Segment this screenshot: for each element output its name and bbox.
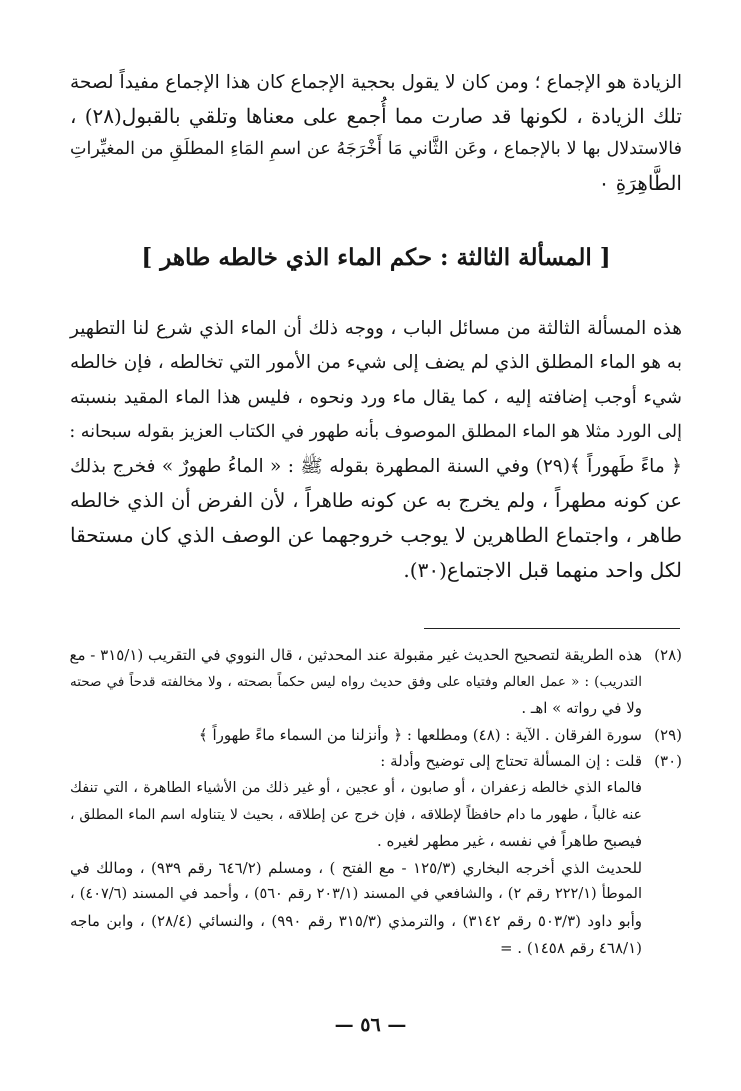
text-line: إلى الورد مثلا هو الماء المطلق الموصوف بأنه طهور في الكتاب العزيز بقوله سبحانه : [69,422,682,443]
footnote-separator [424,628,680,629]
section-heading: [ المسألة الثالثة : حكم الماء الذي خالطه طاهر ] [141,244,611,271]
footnote-line: ولا في رواته » اهـ . [521,699,642,718]
footnote-line: هذه الطريقة لتصحيح الحديث غير مقبولة عند المحدثين ، قال النووي في التقريب (٣١٥/١ - مع [69,646,642,664]
footnote-line: عنه غالباً ، طهور ما دام حافظاً لإطلاقه ، فإن خرج عن إطلاقه ، بحيث لا يتناوله اسم الماء المطلق ، [70,806,642,823]
text-line: الطَّاهِرَةِ ٠ [598,170,682,195]
footnote-line: فالماء الذي خالطه زعفران ، أو صابون ، أو عجين ، أو غير ذلك من الأشياء الطاهرة ، التي تنفك [70,779,642,796]
footnote-line: التدريب) : « عمل العالم وفتياه على وفق حديث رواه ليس حكماً بصحته ، ولا مخالفته قدحاً في صحته [70,673,642,690]
footnote-number: (٢٩) [654,725,682,744]
text-line: هذه المسألة الثالثة من مسائل الباب ، ووجه ذلك أن الماء الذي شرع لنا التطهير [70,318,682,339]
footnote-line: (٤٦٨/١ رقم ١٤٥٨) . = [499,938,642,957]
text-line: به هو الماء المطلق الذي لم يضف إلى شيء من الأمور التي تخالطه ، فإن خالطه [70,352,682,374]
text-line: الزيادة هو الإجماع ؛ ومن كان لا يقول بحجية الإجماع كان هذا الإجماع مفيداً لصحة [70,72,682,93]
intro-paragraph [70,66,682,200]
footnote-line: قلت : إن المسألة تحتاج إلى توضيح وأدلة : [380,752,642,771]
footnote-line: فيصبح طاهراً في نفسه ، غير مطهر لغيره . [376,832,642,851]
body-paragraph [70,312,682,587]
text-line: طاهر ، واجتماع الطاهرين لا يوجب خروجهما عن الوصف الذي كان مستحقا [70,523,682,548]
text-line: تلك الزيادة ، لكونها قد صارت مما أُجمع على معناها وتلقي بالقبول(٢٨) ، [70,103,682,128]
footnote-number: (٢٨) [654,646,682,664]
footnote-line: للحديث الذي أخرجه البخاري (١٢٥/٣ - مع الفتح ) ، ومسلم (٦٤٦/٢ رقم ٩٣٩) ، ومالك في [70,858,643,877]
text-line: لكل واحد منهما قبل الاجتماع(٣٠). [403,557,682,582]
footnote-29 [70,722,682,749]
footnote-30 [70,748,682,961]
footnote-number: (٣٠) [654,752,682,771]
footnote-28 [70,642,682,722]
footnote-line: وأبو داود (٥٠٣/٣ رقم ٣١٤٢) ، والترمذي (٣١٥/٣ رقم ٩٩٠) ، والنسائي (٢٨/٤) ، وابن ماجه [70,911,642,930]
footnote-line: سورة الفرقان . الآية : (٤٨) ومطلعها : ﴿ وأنزلنا من السماء ماءً طهوراً ﴾ [198,725,642,744]
footnotes [70,642,682,961]
text-line: عن كونه مطهراً ، ولم يخرج به عن كونه طاهراً ، لأن الفرض أن الذي خالطه [70,489,682,513]
page-number: — ٥٦ — [334,1014,407,1036]
text-line: فالاستدلال بها لا بالإجماع ، وعَن الثَّاني مَا أَخْرَجَهُ عن اسمِ المَاءِ المطلَقِ من المغيِّراتِ [70,139,682,159]
text-line: ﴿ ماءً طَهوراً ﴾(٢٩) وفي السنة المطهرة بقوله ﷺ : « الماءُ طهورٌ » فخرج بذلك [70,455,682,477]
footnote-line: الموطأ (٢٢٢/١ رقم ٢) ، والشافعي في المسند (٢٠٣/١ رقم ٥٦٠) ، وأحمد في المسند (٤٠٧/٦) ، [70,886,643,903]
text-line: شيء أوجب إضافته إليه ، كما يقال ماء ورد ونحوه ، فليس هذا الماء المقيد بنسبته [70,386,682,408]
